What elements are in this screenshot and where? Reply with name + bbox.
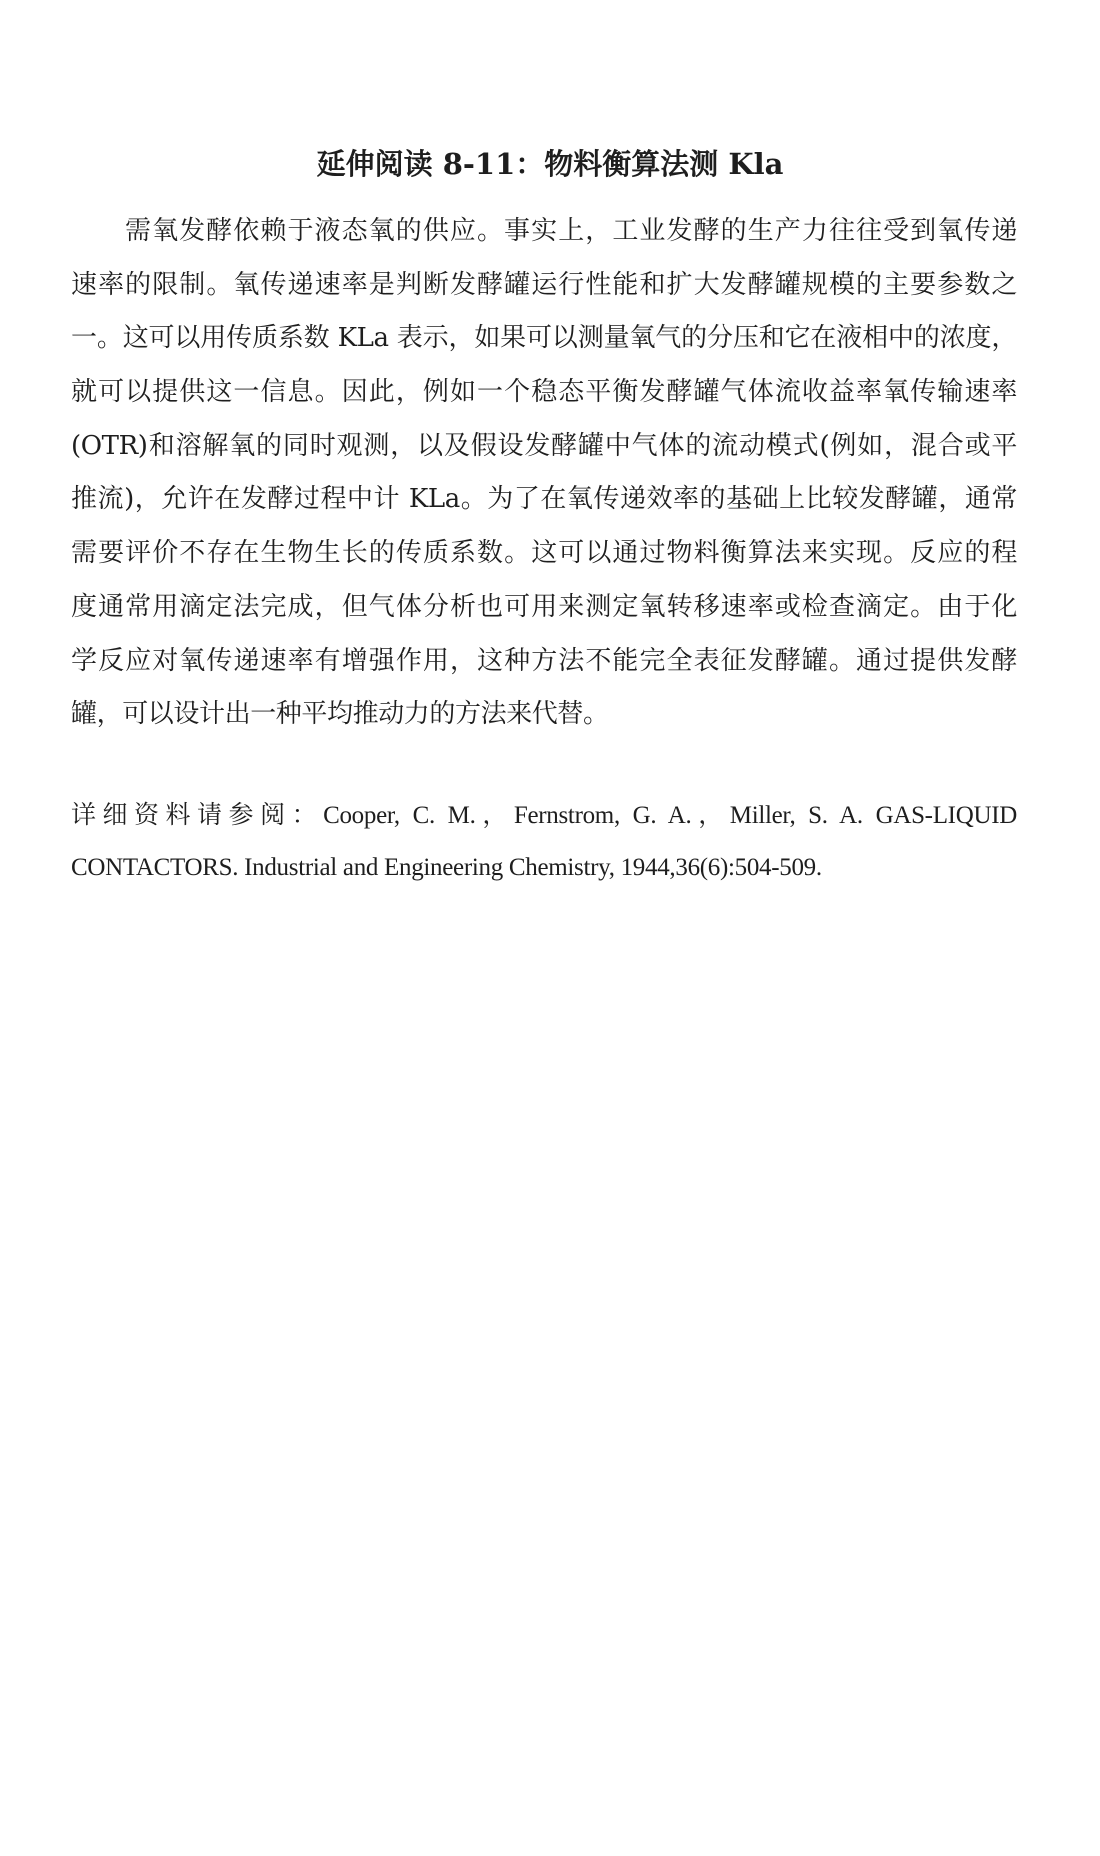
body-line: 一。这可以用传质系数 KLa 表示，如果可以测量氧气的分压和它在液相中的浓度， [71, 323, 1017, 354]
body-line: 度通常用滴定法完成，但气体分析也可用来测定氧转移速率或检查滴定。由于化 [71, 591, 1017, 622]
body-paragraph [71, 205, 1017, 742]
body-line: 需氧发酵依赖于液态氧的供应。事实上，工业发酵的生产力往往受到氧传递 [125, 216, 1017, 246]
body-line: 罐，可以设计出一种平均推动力的方法来代替。 [71, 699, 609, 730]
body-line: 就可以提供这一信息。因此，例如一个稳态平衡发酵罐气体流收益率氧传输速率 [71, 377, 1017, 408]
body-line: 推流)，允许在发酵过程中计 KLa。为了在氧传递效率的基础上比较发酵罐，通常 [71, 484, 1017, 515]
body-line: 需要评价不存在生物生长的传质系数。这可以通过物料衡算法来实现。反应的程 [71, 538, 1017, 569]
body-line: 速率的限制。氧传递速率是判断发酵罐运行性能和扩大发酵罐规模的主要参数之 [71, 269, 1017, 300]
reference [71, 790, 1017, 894]
body-line: 学反应对氧传递速率有增强作用，这种方法不能完全表征发酵罐。通过提供发酵 [71, 645, 1017, 676]
reference-line: CONTACTORS. Industrial and Engineering Chemistry, 1944,36(6):504-509. [71, 854, 822, 881]
reference-line: 详细资料请参阅：Cooper, C. M.，Fernstrom, G. A.，Miller, S. A. GAS-LIQUID [71, 802, 1017, 829]
body-line: (OTR)和溶解氧的同时观测，以及假设发酵罐中气体的流动模式(例如，混合或平 [71, 430, 1017, 461]
page-title: 延伸阅读 8-11：物料衡算法测 Kla [316, 147, 784, 181]
